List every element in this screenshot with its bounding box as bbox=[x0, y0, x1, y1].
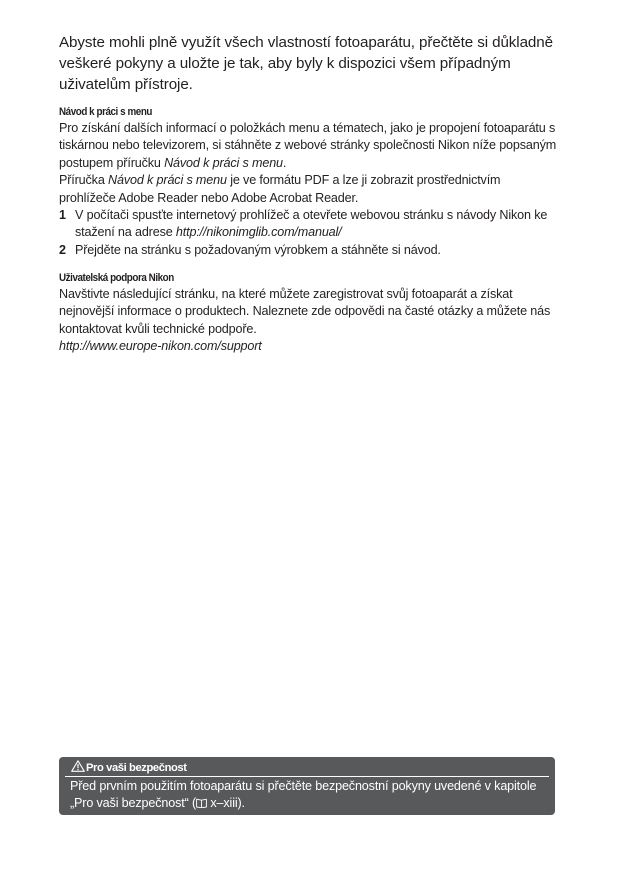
menu-guide-paragraph-2 bbox=[59, 172, 559, 207]
step-number: 2 bbox=[59, 242, 66, 257]
menu-guide-title-italic: Návod k práci s menu bbox=[164, 155, 283, 170]
support-website-link[interactable]: http://www.europe-nikon.com/support bbox=[59, 339, 262, 354]
book-icon bbox=[196, 798, 207, 808]
menu-guide-para2-start: Příručka bbox=[59, 173, 109, 188]
customer-support-text: Navštivte následující stránku, na které můžete zaregistrovat svůj fotoaparát a získat nejnovější informace o produktech. Naleznete zde odpovědi na časté otázky a můžete nás kontaktovat kvůli technické podpoře. bbox=[59, 287, 551, 336]
menu-guide-para1-text: Pro získání dalších informací o položkách menu a tématech, jako je propojení fotoaparátu s tiskárnou nebo televizorem, si stáhněte z webové stránky společnosti Nikon níže popsaným postupem příručku bbox=[59, 121, 557, 170]
menu-guide-heading: Návod k práci s menu bbox=[59, 106, 152, 118]
menu-guide-paragraph-1 bbox=[59, 120, 559, 172]
download-steps-list bbox=[59, 207, 559, 259]
menu-guide-section bbox=[59, 104, 559, 259]
safety-notice-page-ref: x–xiii). bbox=[207, 796, 245, 811]
download-step bbox=[59, 207, 559, 242]
step-text: V počítači spusťte internetový prohlížeč a otevřete webovou stránku s návody Nikon ke stažení na adrese bbox=[75, 208, 548, 240]
download-step bbox=[59, 242, 559, 259]
menu-guide-para1-end: . bbox=[282, 155, 287, 170]
customer-support-paragraph bbox=[59, 286, 559, 338]
safety-notice-text: Před prvním použitím fotoaparátu si přečtěte bezpečnostní pokyny uvedené v kapitole „Pro vaši bezpečnost“ ( bbox=[70, 779, 537, 811]
customer-support-heading: Uživatelská podpora Nikon bbox=[59, 272, 174, 284]
customer-support-section bbox=[59, 270, 559, 356]
step-text: Přejděte na stránku s požadovaným výrobkem a stáhněte si návod. bbox=[75, 242, 441, 257]
safety-notice-box bbox=[59, 757, 555, 815]
step-number: 1 bbox=[59, 208, 66, 223]
warning-triangle-icon bbox=[71, 760, 85, 772]
manual-download-link[interactable]: http://nikonimglib.com/manual/ bbox=[175, 225, 342, 240]
safety-notice-heading: Pro vaši bezpečnost bbox=[86, 762, 187, 774]
safety-notice-body bbox=[70, 778, 548, 813]
intro-text: Abyste mohli plně využít všech vlastností fotoaparátu, přečtěte si důkladně veškeré pokyny a uložte je tak, aby byly k dispozici všem případným uživatelům přístroje. bbox=[59, 34, 553, 93]
menu-guide-title-italic-2: Návod k práci s menu bbox=[108, 173, 227, 188]
menu-guide-para2-end: je ve formátu PDF a lze ji zobrazit prostřednictvím prohlížeče Adobe Reader nebo Adobe Acrobat Reader. bbox=[59, 173, 501, 205]
safety-notice-header bbox=[65, 760, 549, 777]
intro-paragraph bbox=[59, 32, 559, 95]
